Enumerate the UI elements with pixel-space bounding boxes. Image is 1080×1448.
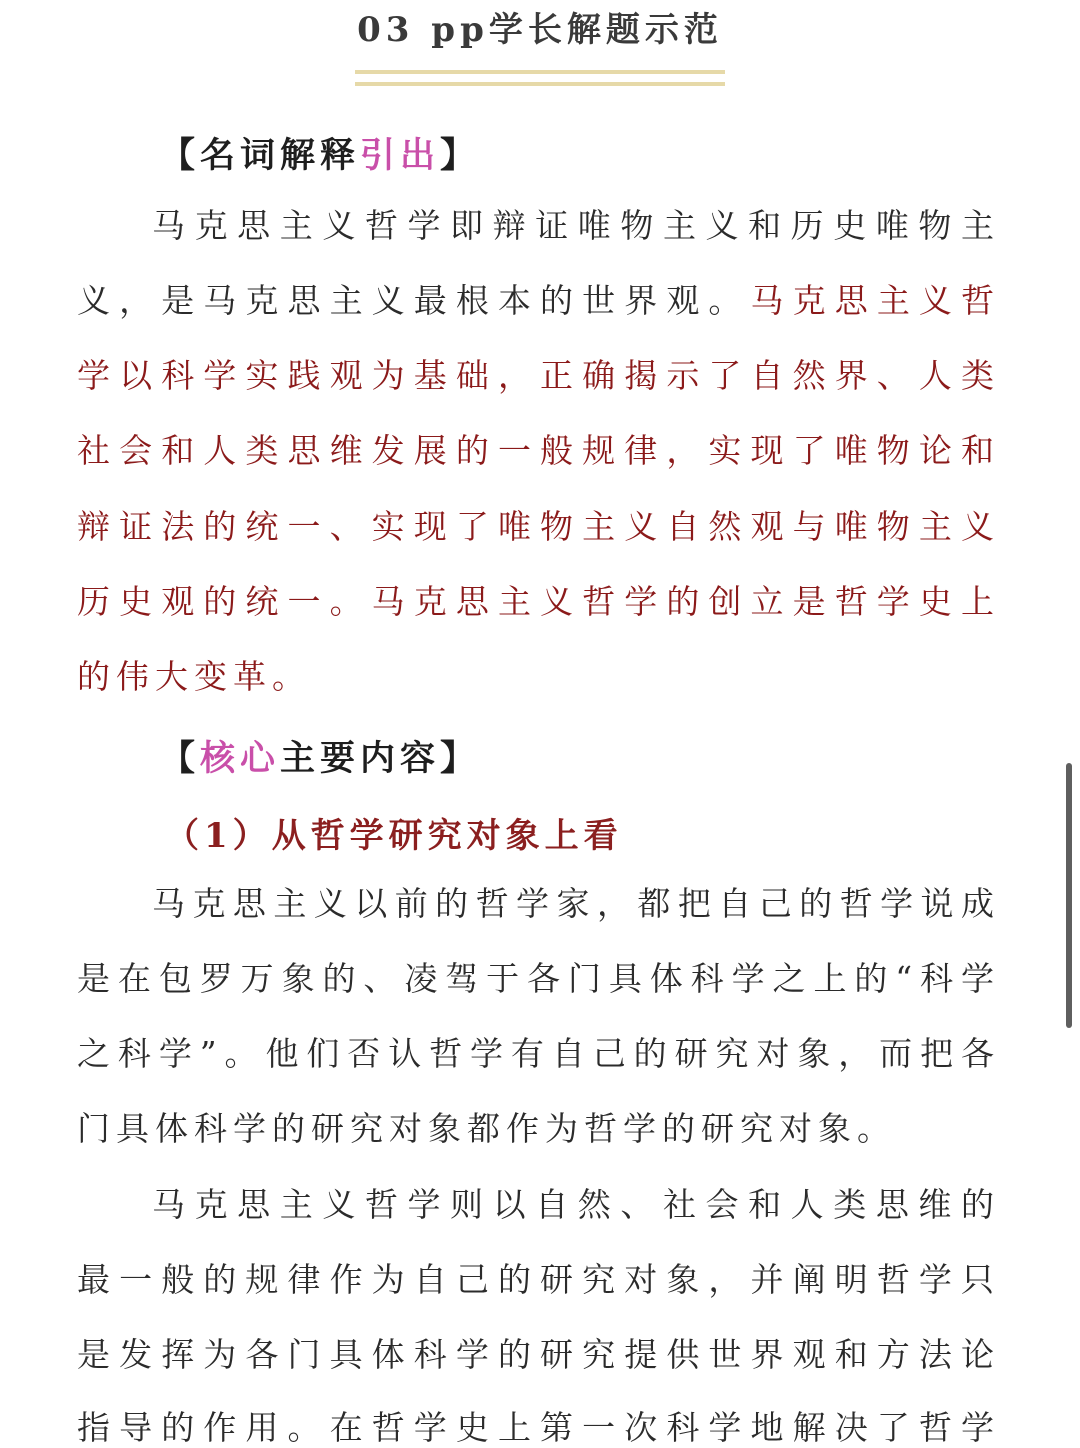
paragraph-line: 的伟大变革。	[77, 657, 311, 696]
heading-accent-label: 核心	[200, 738, 281, 779]
paragraph-line: 马克思主义哲学则以自然、社会和人类思维的	[152, 1185, 1000, 1224]
scrollbar[interactable]	[1066, 763, 1072, 1028]
title-divider	[355, 70, 725, 74]
paragraph-line: 社会和人类思维发展的一般规律，实现了唯物论和	[77, 431, 1000, 470]
paragraph-line: 历史观的统一。马克思主义哲学的创立是哲学史上	[77, 582, 1000, 621]
paragraph-line: 学以科学实践观为基础，正确揭示了自然界、人类	[77, 356, 1000, 395]
bracket-close: 】	[440, 135, 481, 176]
paragraph-line: 指导的作用。在哲学史上第一次科学地解决了哲学	[77, 1408, 1000, 1447]
bracket-open: 【	[160, 738, 201, 779]
section-heading-definition	[160, 128, 480, 178]
paragraph-line: 义，是马克思主义最根本的世界观。马克思主义哲	[77, 281, 1001, 320]
page-title: 03 pp学长解题示范	[357, 10, 723, 50]
paragraph-line: 马克思主义哲学即辩证唯物主义和历史唯物主	[152, 206, 1000, 245]
paragraph-line: 门具体科学的研究对象都作为哲学的研究对象。	[77, 1109, 896, 1148]
section-heading-core	[160, 731, 480, 781]
heading-label: 主要内容	[280, 738, 441, 779]
paragraph-line: 是在包罗万象的、凌驾于各门具体科学之上的“科学	[77, 959, 1000, 998]
title-divider	[355, 82, 725, 86]
bracket-close: 】	[440, 738, 481, 779]
bracket-open: 【	[160, 135, 201, 176]
paragraph-line: 辩证法的统一、实现了唯物主义自然观与唯物主义	[77, 507, 1000, 546]
paragraph-line: 马克思主义以前的哲学家，都把自己的哲学说成	[152, 884, 1000, 923]
paragraph-line: 之科学”。他们否认哲学有自己的研究对象，而把各	[77, 1034, 1000, 1073]
paragraph-line: 是发挥为各门具体科学的研究提供世界观和方法论	[77, 1335, 1000, 1374]
subheading: （1）从哲学研究对象上看	[165, 816, 623, 856]
heading-accent-label: 引出	[360, 135, 441, 176]
paragraph-line: 最一般的规律作为自己的研究对象，并阐明哲学只	[77, 1260, 1000, 1299]
heading-label: 名词解释	[200, 135, 361, 176]
